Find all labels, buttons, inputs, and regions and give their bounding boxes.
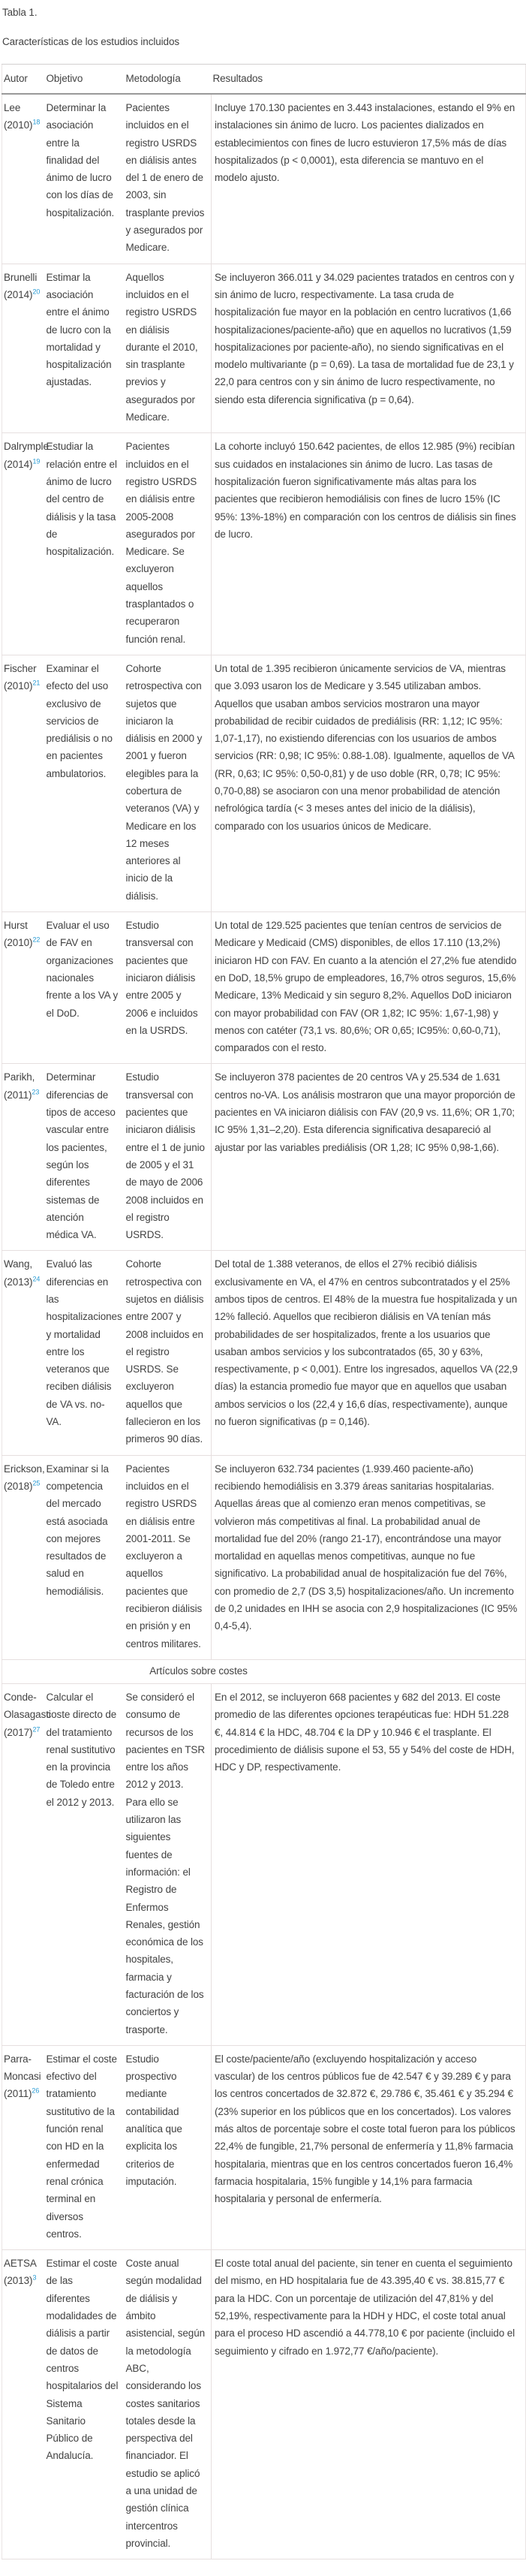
objective-cell: Evaluar el uso de FAV en organizaciones nacionales frente a los VA y el DoD. <box>45 912 125 1064</box>
section-divider-row <box>2 1659 526 1683</box>
author-name: Wang, <box>4 1258 33 1270</box>
citation-link[interactable]: 26 <box>32 2086 40 2095</box>
author-cell <box>2 912 45 1064</box>
author-cell <box>2 2250 45 2559</box>
author-name: Erickson, <box>4 1463 45 1475</box>
author-name: Conde-Olasagasti <box>4 1691 51 1721</box>
column-header-autor: Autor <box>2 65 45 95</box>
included-studies-table <box>2 64 526 2559</box>
table-row <box>2 433 526 655</box>
author-cell <box>2 655 45 911</box>
author-name: Parra-Moncasi <box>4 2053 41 2083</box>
column-header-metodologia: Metodología <box>125 65 212 95</box>
author-name: Fischer <box>4 662 37 674</box>
methodology-cell: Estudio prospectivo mediante contabilidad analítica que explicita los criterios de imputación. <box>125 2045 212 2249</box>
methodology-cell: Aquellos incluidos en el registro USRDS en diálisis durante el 2010, sin trasplante previos y asegurados por Medicare. <box>125 264 212 433</box>
citation-link[interactable]: 22 <box>32 935 41 944</box>
author-year: (2013)$^{24}$ <box>4 1275 41 1288</box>
author-name: Hurst <box>4 920 28 932</box>
table-row <box>2 2250 526 2559</box>
methodology-cell: Coste anual según modalidad de diálisis y ámbito asistencial, según la metodología ABC, considerando los costes sanitarios totales desde la perspectiva del financiador. El estudio se aplicó a una unidad de gestión clínica intercentros provincial. <box>125 2250 212 2559</box>
results-cell: El coste/paciente/año (excluyendo hospitalización y acceso vascular) de los centros públicos fue de 42.547 € y 39.289 € y para los centros concertados de 32.872 €, 29.786 €, 35.461 € y 35.294 € (23% superior en los públicos que en los concertados). Los valores más altos de porcentaje sobre el coste total fueron para los públicos 22,4% de fungible, 21,7% personal de enfermería y 11,8% farmacia hospitalaria, mientras que en los centros concertados fueron 16,4% farmacia hospitalaria, 15% fungible y 14,1% para farmacia hospitalaria y personal de enfermería. <box>212 2045 526 2249</box>
results-cell: Un total de 129.525 pacientes que tenían centros de servicios de Medicare y Medicaid (CMS) disponibles, de ellos 17.110 (13,2%) iniciaron HD con FAV. En cuanto a la atención el 27,2% fue atendido en DoD, 18,5% grupo de empleadores, 16,7% otros seguros, 15,6% Medicare, 13% Medicaid y sin seguro 8,2%. Aquellos DoD iniciaron con mayor probabilidad con FAV (OR 1,82; IC 95%: 1,67-1,98) y menos con catéter (73,1 vs. 80,6%; OR 0,65; IC95%: 0,60-0,71), comparados con el resto. <box>212 912 526 1064</box>
author-cell <box>2 1251 45 1455</box>
objective-cell: Determinar la asociación entre la finalidad del ánimo de lucro con los días de hospitalización. <box>45 94 125 264</box>
objective-cell: Estimar el coste efectivo del tratamiento sustitutivo de la función renal con HD en la enfermedad renal crónica terminal en diversos centros. <box>45 2045 125 2249</box>
author-year: (2014)$^{19}$ <box>4 457 41 470</box>
methodology-cell: Estudio transversal con pacientes que iniciaron diálisis entre el 1 de junio de 2005 y el 31 de mayo de 2006 2008 incluidos en el registro USRDS. <box>125 1064 212 1251</box>
methodology-cell: Pacientes incluidos en el registro USRDS en diálisis entre 2001-2011. Se excluyeron a aquellos pacientes que recibieron diálisis en prisión y en centros militares. <box>125 1455 212 1659</box>
table-row <box>2 655 526 911</box>
methodology-cell: Pacientes incluidos en el registro USRDS en diálisis entre 2005-2008 asegurados por Medicare. Se excluyeron aquellos trasplantados o recuperaron función renal. <box>125 433 212 655</box>
objective-cell: Evaluó las diferencias en las hospitalizaciones y mortalidad entre los veteranos que reciben diálisis de VA vs. no-VA. <box>45 1251 125 1455</box>
citation-link[interactable]: 21 <box>32 679 41 687</box>
section-header: Artículos sobre costes <box>2 1659 526 1683</box>
objective-cell: Determinar diferencias de tipos de acceso vascular entre los pacientes, según los diferentes sistemas de atención médica VA. <box>45 1064 125 1251</box>
author-year: (2010)$^{21}$ <box>4 679 41 692</box>
results-cell: Incluye 170.130 pacientes en 3.443 instalaciones, estando el 9% en instalaciones sin ánimo de lucro. Los pacientes dializados en establecimientos con fines de lucro estuvieron 17,5% más de días hospitalizados (p < 0,0001), esta diferencia se mantuvo en el modelo ajusto. <box>212 94 526 264</box>
author-name: AETSA <box>4 2258 37 2270</box>
results-cell: En el 2012, se incluyeron 668 pacientes y 682 del 2013. El coste promedio de las diferentes opciones terapéuticas fue: HDH 51.228 €, 44.814 € la HDC, 48.704 € la DP y 10.946 € el trasplante. El procedimiento de diálisis supone el 53, 55 y 54% del coste de HDH, HDC y DP, respectivamente. <box>212 1683 526 2045</box>
author-year: (2010)$^{22}$ <box>4 935 41 949</box>
methodology-cell: Estudio transversal con pacientes que iniciaron diálisis entre 2005 y 2006 e incluidos en la USRDS. <box>125 912 212 1064</box>
table-caption: Características de los estudios incluidos <box>2 36 180 47</box>
methodology-cell: Cohorte retrospectiva con sujetos que iniciaron la diálisis en 2000 y 2001 y fueron elegibles para la cobertura de veteranos (VA) y Medicare en los 12 meses anteriores al inicio de la diálisis. <box>125 655 212 911</box>
results-cell: Del total de 1.388 veteranos, de ellos el 27% recibió diálisis exclusivamente en VA, el 47% en centros subcontratados y el 25% ambos tipos de centros. El 48% de la muestra fue hospitalizada y un 12% falleció. Aquellos que recibieron diálisis en VA tenían más probabilidades de ser hospitalizados, frente a los usuarios que usaban ambos servicios y los subcontratados (65, 30 y 63%, respectivamente, p < 0,001). Entre los ingresados, aquellos VA (22,9 días) la estancia promedio fue mayor que en aquellos que usaban ambos servicios o los (22,4 y 16,6 días, respectivamente), aunque no fueron significativas (p = 0,146). <box>212 1251 526 1455</box>
author-name: Lee <box>4 102 21 113</box>
author-cell <box>2 433 49 655</box>
citation-link[interactable]: 3 <box>32 2273 37 2282</box>
objective-cell: Examinar si la competencia del mercado está asociada con mejores resultados de salud en hemodiálisis. <box>45 1455 125 1659</box>
citation-link[interactable]: 25 <box>32 1479 41 1487</box>
author-year: (2018)$^{25}$ <box>4 1479 41 1492</box>
citation-link[interactable]: 20 <box>32 288 41 296</box>
methodology-cell: Cohorte retrospectiva con sujetos en diálisis entre 2007 y 2008 incluidos en el registro USRDS. Se excluyeron aquellos que fallecieron en los primeros 90 días. <box>125 1251 212 1455</box>
table-row <box>2 1064 526 1251</box>
citation-link[interactable]: 23 <box>32 1088 40 1096</box>
table-row <box>2 94 526 264</box>
objective-cell: Estimar la asociación entre el ánimo de lucro con la mortalidad y hospitalización ajustadas. <box>45 264 125 433</box>
objective-cell: Estudiar la relación entre el ánimo de lucro del centro de diálisis y la tasa de hospitalización. <box>45 433 125 655</box>
author-year: (2010)$^{18}$ <box>4 118 41 131</box>
methodology-cell: Pacientes incluidos en el registro USRDS en diálisis antes del 1 de enero de 2003, sin trasplante previos y asegurados por Medicare. <box>125 94 212 264</box>
author-cell <box>2 94 45 264</box>
citation-link[interactable]: 19 <box>32 457 41 465</box>
table-row <box>2 1455 526 1659</box>
methodology-cell: Se consideró el consumo de recursos de los pacientes en TSR entre los años 2012 y 2013. Para ello se utilizaron las siguientes fuentes de información: el Registro de Enfermos Renales, gestión económica de los hospitales, farmacia y facturación de los conciertos y trasporte. <box>125 1683 212 2045</box>
table-number-label: Tabla 1. <box>2 7 38 18</box>
author-cell <box>2 2045 45 2249</box>
column-header-resultados: Resultados <box>212 65 526 95</box>
citation-link[interactable]: 27 <box>32 1725 41 1734</box>
author-cell <box>2 1683 51 2045</box>
author-cell <box>2 264 45 433</box>
citation-link[interactable]: 18 <box>32 118 41 126</box>
author-name: Parikh, <box>4 1071 35 1083</box>
objective-cell: Examinar el efecto del uso exclusivo de servicios de prediálisis o no en pacientes ambulatorios. <box>45 655 125 911</box>
table-row <box>2 2045 526 2249</box>
author-year: (2013)$^3$ <box>4 2273 37 2287</box>
results-cell: Se incluyeron 366.011 y 34.029 pacientes tratados en centros con y sin ánimo de lucro, respectivamente. La tasa cruda de hospitalización fue mayor en la población en centro lucrativos (1,66 hospitalizaciones/paciente-año) que en aquellos no lucrativos (1,59 hospitalizaciones por paciente-año), no siendo significativas en el modelo multivariante (p = 0,69). La tasa de mortalidad fue de 23,1 y 22,0 para centros con y sin ánimo de lucro respectivamente, no siendo esta diferencia significativa (p = 0,64). <box>212 264 526 433</box>
objective-cell: Calcular el coste directo de del tratamiento renal sustitutivo en la provincia de Toledo entre el 2012 y 2013. <box>45 1683 125 2045</box>
table-row <box>2 264 526 433</box>
author-year: (2014)$^{20}$ <box>4 288 41 300</box>
objective-cell: Estimar el coste de las diferentes modalidades de diálisis a partir de datos de centros hospitalarios del Sistema Sanitario Público de Andalucía. <box>45 2250 125 2559</box>
results-cell: Se incluyeron 378 pacientes de 20 centros VA y 25.534 de 1.631 centros no-VA. Los análisis mostraron que una mayor proporción de pacientes en VA iniciaron diálisis con FAV (20,9 vs. 11,6%; OR 1,70; IC 95% 1,31–2,20). Esta diferencia significativa desapareció al ajustar por las variables prediálisis (OR 1,28; IC 95% 0,98-1,66). <box>212 1064 526 1251</box>
results-cell: Un total de 1.395 recibieron únicamente servicios de VA, mientras que 3.093 usaron los de Medicare y 3.545 utilizaban ambos. Aquellos que usaban ambos servicios mostraron una mayor probabilidad de recibir cuidados de prediálisis (RR: 1,12; IC 95%: 1,07-1,17), no existiendo diferencias con los usuarios de ambos servicios (RR: 0,98; IC 95%: 0.88-1.08). Igualmente, aquellos de VA (RR, 0,63; IC 95%: 0,50-0,81) y de uso doble (RR, 0,78; IC 95%: 0,70-0,88) se asociaron con una menor probabilidad de atención nefrológica tardía (< 3 meses antes del inicio de la diálisis), comparado con los usuarios únicos de Medicare. <box>212 655 526 911</box>
author-year: (2011)$^{26}$ <box>4 2086 40 2100</box>
citation-link[interactable]: 24 <box>32 1275 41 1283</box>
column-header-objetivo: Objetivo <box>45 65 125 95</box>
table-row <box>2 1251 526 1455</box>
author-name: Dalrymple <box>4 441 49 453</box>
author-year: (2011)$^{23}$ <box>4 1088 40 1101</box>
table-row <box>2 1683 526 2045</box>
results-cell: El coste total anual del paciente, sin tener en cuenta el seguimiento del mismo, en HD hospitalaria fue de 43.395,40 € vs. 38.815,77 € para la HDC. Con un porcentaje de utilización del 47,81% y del 52,19%, respectivamente para la HDH y HDC, el coste total anual para el proceso HD ascendió a 44.778,10 € por paciente (incluido el seguimiento y cifrado en 1.972,77 €/año/paciente). <box>212 2250 526 2559</box>
author-cell <box>2 1455 45 1659</box>
results-cell: Se incluyeron 632.734 pacientes (1.939.460 paciente-año) recibiendo hemodiálisis en 3.379 áreas sanitarias hospitalarias. Aquellas áreas que al comienzo eran menos competitivas, se volvieron más competitivas al final. La probabilidad anual de mortalidad fue del 20% (rango 21-17), encontrándose una mayor mortalidad en aquellas menos competitivas, aunque no fue significativo. La probabilidad anual de hospitalización fue del 76%, con promedio de 2,7 (DS 3,5) hospitalizaciones/año. Un incremento de 0,2 unidades en IHH se asocia con 2,9 hospitalizaciones (IC 95% 0,4-5,4). <box>212 1455 526 1659</box>
results-cell: La cohorte incluyó 150.642 pacientes, de ellos 12.985 (9%) recibían sus cuidados en instalaciones sin ánimo de lucro. Las tasas de hospitalización fueron significativamente más altas para los pacientes que recibieron hemodiálisis con fines de lucro 15% (IC 95%: 13%-18%) en comparación con los centros de diálisis sin fines de lucro. <box>212 433 526 655</box>
author-year: (2017)$^{27}$ <box>4 1725 41 1738</box>
author-cell <box>2 1064 45 1251</box>
header-row <box>2 65 526 95</box>
author-name: Brunelli <box>4 271 38 283</box>
table-row <box>2 912 526 1064</box>
